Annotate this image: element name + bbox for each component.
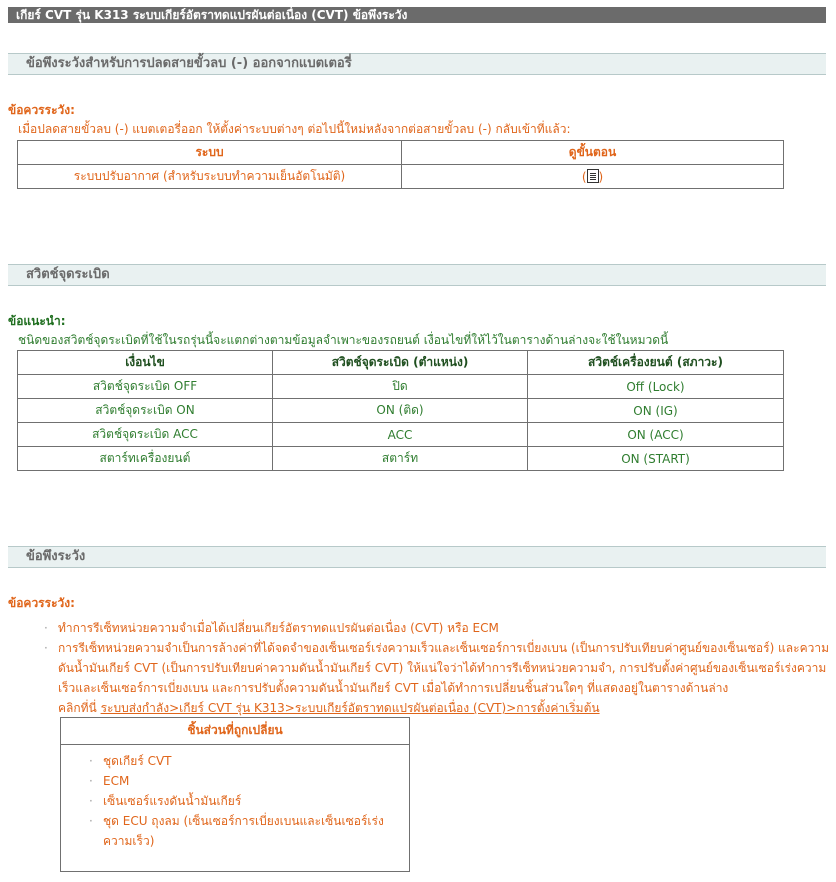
document-icon[interactable] bbox=[587, 169, 599, 183]
ignition-intro-text: ชนิดของสวิตช์จุดระเบิดที่ใช้ในรถรุ่นนี้จะแตกต่างตามข้อมูลจำเพาะของรถยนต์ เงื่อนไขที่ให้ไว้ในตารางด้านล่างจะใช้ในหมวดนี้ bbox=[18, 333, 669, 347]
table-cell: สวิตช์จุดระเบิด ON bbox=[18, 399, 273, 423]
table-row bbox=[18, 447, 784, 471]
table-row bbox=[18, 165, 784, 189]
replaced-parts-heading: ชิ้นส่วนที่ถูกเปลี่ยน bbox=[61, 718, 409, 745]
caution-label: ข้อควรระวัง: bbox=[8, 596, 75, 610]
procedure-cell bbox=[402, 165, 784, 189]
ignition-switch-table bbox=[17, 350, 784, 471]
table-row bbox=[18, 375, 784, 399]
battery-intro-text: เมื่อปลดสายขั้วลบ (-) แบตเตอรี่ออก ให้ตั้งค่าระบบต่างๆ ต่อไปนี้ใหม่หลังจากต่อสายขั้วลบ (-) กลับเข้าที่แล้ว: bbox=[18, 122, 571, 136]
list-item: · ชุดเกียร์ CVT bbox=[89, 751, 409, 771]
paren-open: ( bbox=[581, 170, 587, 184]
paren-close: ) bbox=[598, 170, 604, 184]
table-row bbox=[18, 399, 784, 423]
reset-system-table bbox=[17, 140, 784, 189]
precaution-list bbox=[44, 618, 829, 658]
initial-setting-link[interactable]: ระบบส่งกำลัง>เกียร์ CVT รุ่น K313>ระบบเกียร์อัตราทดแปรผันต่อเนื่อง (CVT)>การตั้งค่าเริ่มต้น bbox=[100, 701, 600, 715]
table-cell: ปิด bbox=[273, 375, 528, 399]
table-cell: สวิตช์จุดระเบิด ACC bbox=[18, 423, 273, 447]
table-cell: ON (IG) bbox=[528, 399, 784, 423]
list-item: · ทำการรีเซ็ทหน่วยความจำเมื่อได้เปลี่ยนเกียร์อัตราทดแปรผันต่อเนื่อง (CVT) หรือ ECM bbox=[44, 618, 829, 638]
list-item: · การรีเซ็ทหน่วยความจำเป็นการล้างค่าที่ได้จดจำของเซ็นเซอร์เร่งความเร็วและเซ็นเซอร์การเบี่ยงเบน (เป็นการปรับเทียบค่าศูนย์ของเซ็นเซอร์) และความ bbox=[44, 638, 829, 658]
list-item-line: ชุด ECU ถุงลม (เซ็นเซอร์การเบี่ยงเบนและเซ็นเซอร์เร่ง bbox=[103, 814, 384, 828]
column-header-system: ระบบ bbox=[18, 141, 402, 165]
table-cell: สตาร์ท bbox=[273, 447, 528, 471]
table-cell: Off (Lock) bbox=[528, 375, 784, 399]
table-row bbox=[18, 423, 784, 447]
list-item: · ECM bbox=[89, 771, 409, 791]
section-heading-precautions: ข้อพึงระวัง bbox=[8, 546, 826, 568]
continuation-line: เร็วและเซ็นเซอร์การเบี่ยงเบน และการปรับตั้งความดันน้ำมันเกียร์ CVT เมื่อได้ทำการเปลี่ยนชิ้นส่วนใดๆ ที่แสดงอยู่ในตารางด้านล่าง bbox=[58, 681, 729, 695]
click-here-text: คลิกที่นี่ bbox=[58, 701, 101, 715]
table-cell: ON (ติด) bbox=[273, 399, 528, 423]
column-header-engine-state: สวิตช์เครื่องยนต์ (สภาวะ) bbox=[528, 351, 784, 375]
continuation-line: ดันน้ำมันเกียร์ CVT (เป็นการปรับเทียบค่าความดันน้ำมันเกียร์ CVT) ให้แน่ใจว่าได้ทำการรีเซ็ทหน่วยความจำ, การปรับตั้งค่าศูนย์ของเซ็นเซอร์เร่งความ bbox=[58, 661, 827, 675]
list-item: · เซ็นเซอร์แรงดันน้ำมันเกียร์ bbox=[89, 791, 409, 811]
list-item bbox=[89, 811, 409, 851]
page-title: เกียร์ CVT รุ่น K313 ระบบเกียร์อัตราทดแปรผันต่อเนื่อง (CVT) ข้อพึงระวัง bbox=[8, 7, 826, 23]
table-cell: สตาร์ทเครื่องยนต์ bbox=[18, 447, 273, 471]
table-header-row bbox=[18, 351, 784, 375]
caution-label: ข้อควรระวัง: bbox=[8, 103, 75, 117]
column-header-procedure: ดูขั้นตอน bbox=[402, 141, 784, 165]
table-cell: ACC bbox=[273, 423, 528, 447]
precaution-continuation bbox=[58, 658, 826, 718]
list-item-line: ความเร็ว) bbox=[103, 834, 155, 848]
click-here-line bbox=[58, 698, 826, 718]
table-cell: ON (ACC) bbox=[528, 423, 784, 447]
table-cell: สวิตช์จุดระเบิด OFF bbox=[18, 375, 273, 399]
advice-label: ข้อแนะนำ: bbox=[8, 314, 66, 328]
section-heading-battery: ข้อพึงระวังสำหรับการปลดสายขั้วลบ (-) ออกจากแบตเตอรี่ bbox=[8, 53, 826, 75]
replaced-parts-list bbox=[61, 751, 409, 851]
system-cell: ระบบปรับอากาศ (สำหรับระบบทำความเย็นอัตโนมัติ) bbox=[18, 165, 402, 189]
table-cell: ON (START) bbox=[528, 447, 784, 471]
column-header-ignition-position: สวิตช์จุดระเบิด (ตำแหน่ง) bbox=[273, 351, 528, 375]
column-header-condition: เงื่อนไข bbox=[18, 351, 273, 375]
table-header-row bbox=[18, 141, 784, 165]
section-heading-ignition-switch: สวิตช์จุดระเบิด bbox=[8, 264, 826, 286]
replaced-parts-table bbox=[60, 717, 410, 872]
